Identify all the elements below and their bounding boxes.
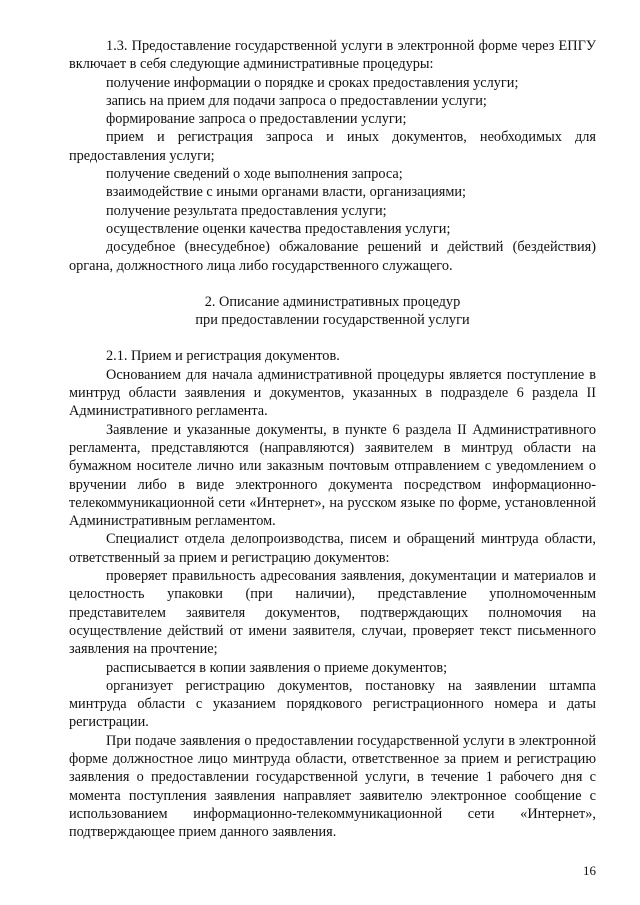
section-2-heading (69, 293, 596, 330)
list-item: получение результата предоставления услуги; (106, 202, 387, 219)
paragraph: 1.3. Предоставление государственной услуги в электронной форме через ЕПГУ включает в себя следующие административные процедуры: (69, 38, 596, 73)
page-number: 16 (583, 863, 596, 878)
section-heading-line-2: при предоставлении государственной услуги (195, 312, 470, 329)
section-heading-line-1: 2. Описание административных процедур (204, 293, 461, 310)
paragraph: Специалист отдела делопроизводства, писем и обращений минтруда области, ответственный за прием и регистрацию документов: (69, 531, 596, 566)
list-item: расписывается в копии заявления о приеме документов; (106, 659, 448, 676)
section-2-body (69, 347, 596, 841)
list-item: организует регистрацию документов, постановку на заявлении штампа минтруда области с указанием порядкового регистрационного номера и даты регистрации. (69, 677, 596, 731)
list-item: проверяет правильность адресования заявления, документации и материалов и целостность упаковки (при наличии), представление уполномоченным представителем заявителя документов, подтверждающих полномочия на осуществление действий от имени заявителя, случаи, проверяет текст письменного заявления на прочтение; (69, 568, 596, 658)
document-page (69, 37, 596, 841)
list-item: взаимодействие с иными органами власти, организациями; (106, 184, 467, 201)
list-item: запись на прием для подачи запроса о предоставлении услуги; (106, 92, 487, 109)
list-item: осуществление оценки качества предоставления услуги; (106, 220, 451, 237)
list-item: формирование запроса о предоставлении услуги; (106, 111, 407, 128)
paragraph: 2.1. Прием и регистрация документов. (106, 348, 340, 365)
list-item: прием и регистрация запроса и иных документов, необходимых для предоставления услуги; (69, 129, 596, 164)
paragraph: Основанием для начала административной процедуры является поступление в минтруд области заявления и документов, указанных в подразделе 6 раздела II Административного регламента. (69, 366, 596, 420)
list-item: досудебное (внесудебное) обжалование решений и действий (бездействия) органа, должностного лица либо государственного служащего. (69, 239, 596, 274)
list-item: получение сведений о ходе выполнения запроса; (106, 166, 403, 183)
list-item: получение информации о порядке и сроках предоставления услуги; (106, 74, 519, 91)
section-1-3-procedures (69, 37, 596, 275)
paragraph: При подаче заявления о предоставлении государственной услуги в электронной форме должностное лицо минтруда области, ответственное за прием и регистрацию заявления о предоставлении государственной услуги, в течение 1 рабочего дня с момента поступления заявления направляет заявителю электронное сообщение с использованием информационно-телекоммуникационной сети «Интернет», подтверждающее прием данного заявления. (69, 732, 596, 841)
paragraph: Заявление и указанные документы, в пункте 6 раздела II Административного регламента, представляются (направляются) заявителем в минтруд области на бумажном носителе лично или заказным почтовым отправлением с уведомлением о вручении либо в виде электронного документа посредством информационно-телекоммуникационной сети «Интернет», на русском языке по форме, установленной Административным регламентом. (69, 421, 596, 530)
